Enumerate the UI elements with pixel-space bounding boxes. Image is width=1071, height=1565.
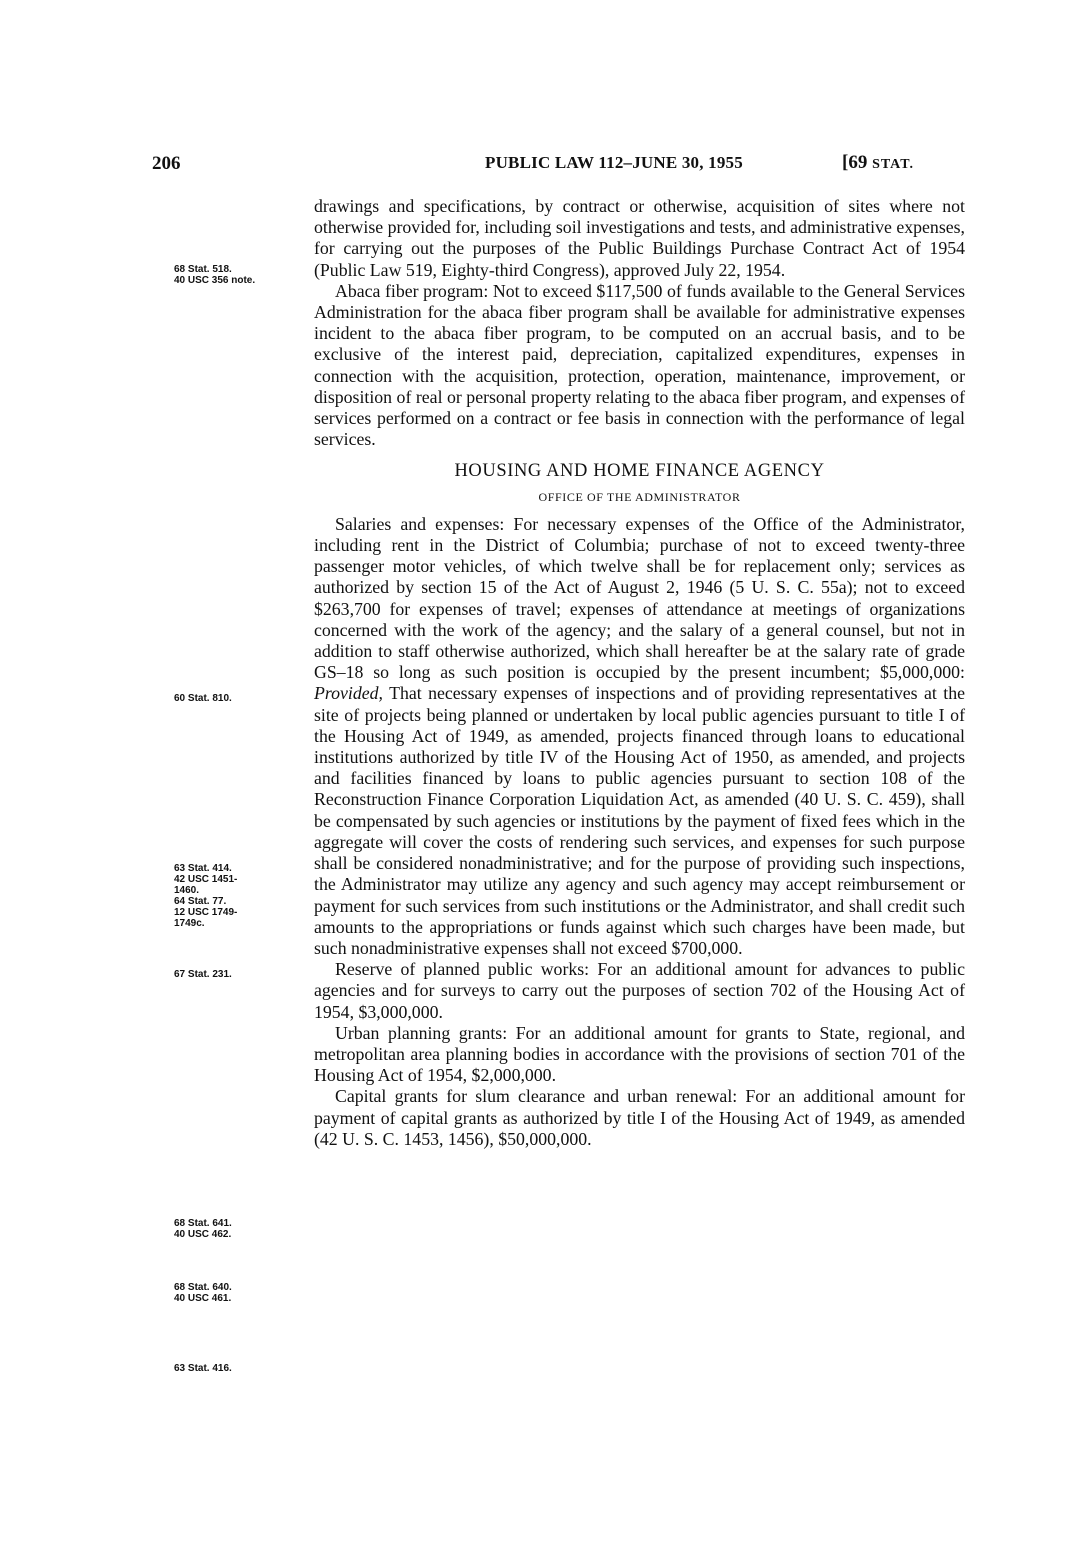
- section-heading-housing-agency: HOUSING AND HOME FINANCE AGENCY: [454, 461, 825, 482]
- subheading-text: OFFICE OF THE ADMINISTRATOR: [538, 489, 741, 504]
- subheading-office-of-administrator: [314, 487, 965, 509]
- salaries-text-before: Salaries and expenses: For necessary expenses of the Office of the Administrator, including rent in the District of Columbia; purchase of not to exceed twenty-three passenger motor vehicles, of which twelve shall be for replacement only; services as authorized by section 15 of the Act of August 2, 1946 (5 U. S. C. 55a); not to exceed $263,700 for expenses of travel; expenses of attendance at meetings of organizations concerned with the work of the agency; and the salary of a general counsel, but not in addition to staff otherwise authorized, which shall hereafter be at the salary rate of grade GS–18 so long as such position is occupied by the present incumbent; $5,000,000:: [314, 513, 965, 683]
- margin-note-60-stat-810: 60 Stat. 810.: [174, 693, 232, 704]
- paragraph-reserve-public-works: Reserve of planned public works: For an additional amount for advances to public agencies and for surveys to carry out the purposes of section 702 of the Housing Act of 1954, $3,000,000.: [314, 959, 965, 1022]
- margin-note-68-stat-641: 68 Stat. 641. 40 USC 462.: [174, 1218, 232, 1240]
- salaries-text-after: That necessary expenses of inspections and of providing representatives at the site of projects being planned or undertaken by local public agencies pursuant to title I of the Housing Act of 1949, as amended, projects financed through loans to educational institutions authorized by title IV of the Housing Act of 1950, as amended, and projects and facilities financed by loans to public agencies pursuant to section 108 of the Reconstruction Finance Corporation Liquidation Act, as amended (40 U. S. C. 459), shall be compensated by such agencies or institutions by the payment of fixed fees which in the aggregate will cover the costs of rendering such services, and expenses for such purpose shall be considered nonadministrative; and for the purpose of providing such inspections, the Administrator may utilize any agency and such agency may accept reimbursement or payment for such services from such institutions or the Administrator, and shall credit such amounts to the appropriations or funds against which such charges have been made, but such nonadministrative expenses shall not exceed $700,000.: [314, 683, 965, 958]
- margin-note-68-stat-518: 68 Stat. 518. 40 USC 356 note.: [174, 264, 256, 286]
- provided-proviso: Provided,: [314, 683, 383, 704]
- margin-note-63-stat-416: 63 Stat. 416.: [174, 1363, 232, 1374]
- paragraph-salaries-and-expenses: [314, 514, 965, 959]
- margin-note-63-stat-414: 63 Stat. 414. 42 USC 1451- 1460. 64 Stat. 77. 12 USC 1749- 1749c.: [174, 863, 238, 929]
- statute-body: [314, 196, 965, 1150]
- paragraph-urban-planning-grants: Urban planning grants: For an additional amount for grants to State, regional, and metropolitan area planning bodies in accordance with the provisions of section 701 of the Housing Act of 1954, $2,000,000.: [314, 1022, 965, 1086]
- margin-note-68-stat-640: 68 Stat. 640. 40 USC 461.: [174, 1282, 232, 1304]
- paragraph-abaca-fiber-program: Abaca fiber program: Not to exceed $117,500 of funds available to the General Services Administration for the abaca fiber program shall be available for administrative expenses incident to the abaca fiber program, to be computed on an accrual basis, and to be exclusive of the interest paid, depreciation, capitalized expenditures, expenses in connection with the acquisition, protection, operation, maintenance, improvement, or disposition of real or personal property relating to the abaca fiber program, and expenses of services performed on a contract or fee basis in connection with the performance of legal services.: [314, 280, 965, 450]
- volume-ref-stat: STAT.: [872, 157, 915, 172]
- volume-reference: [842, 152, 914, 174]
- volume-ref-prefix: [69: [842, 152, 873, 173]
- paragraph-continuation: drawings and specifications, by contract or otherwise, acquisition of sites where not otherwise provided for, including soil investigations and tests, and administrative expenses, for carrying out the purposes of the Public Buildings Purchase Contract Act of 1954 (Public Law 519, Eighty-third Congress), approved July 22, 1954.: [314, 196, 965, 280]
- paragraph-capital-grants: Capital grants for slum clearance and urban renewal: For an additional amount for payment of capital grants as authorized by title I of the Housing Act of 1949, as amended (42 U. S. C. 1453, 1456), $50,000,000.: [314, 1086, 965, 1149]
- margin-note-67-stat-231: 67 Stat. 231.: [174, 969, 232, 980]
- running-head: PUBLIC LAW 112–JUNE 30, 1955: [485, 153, 743, 172]
- page-number: 206: [152, 153, 181, 174]
